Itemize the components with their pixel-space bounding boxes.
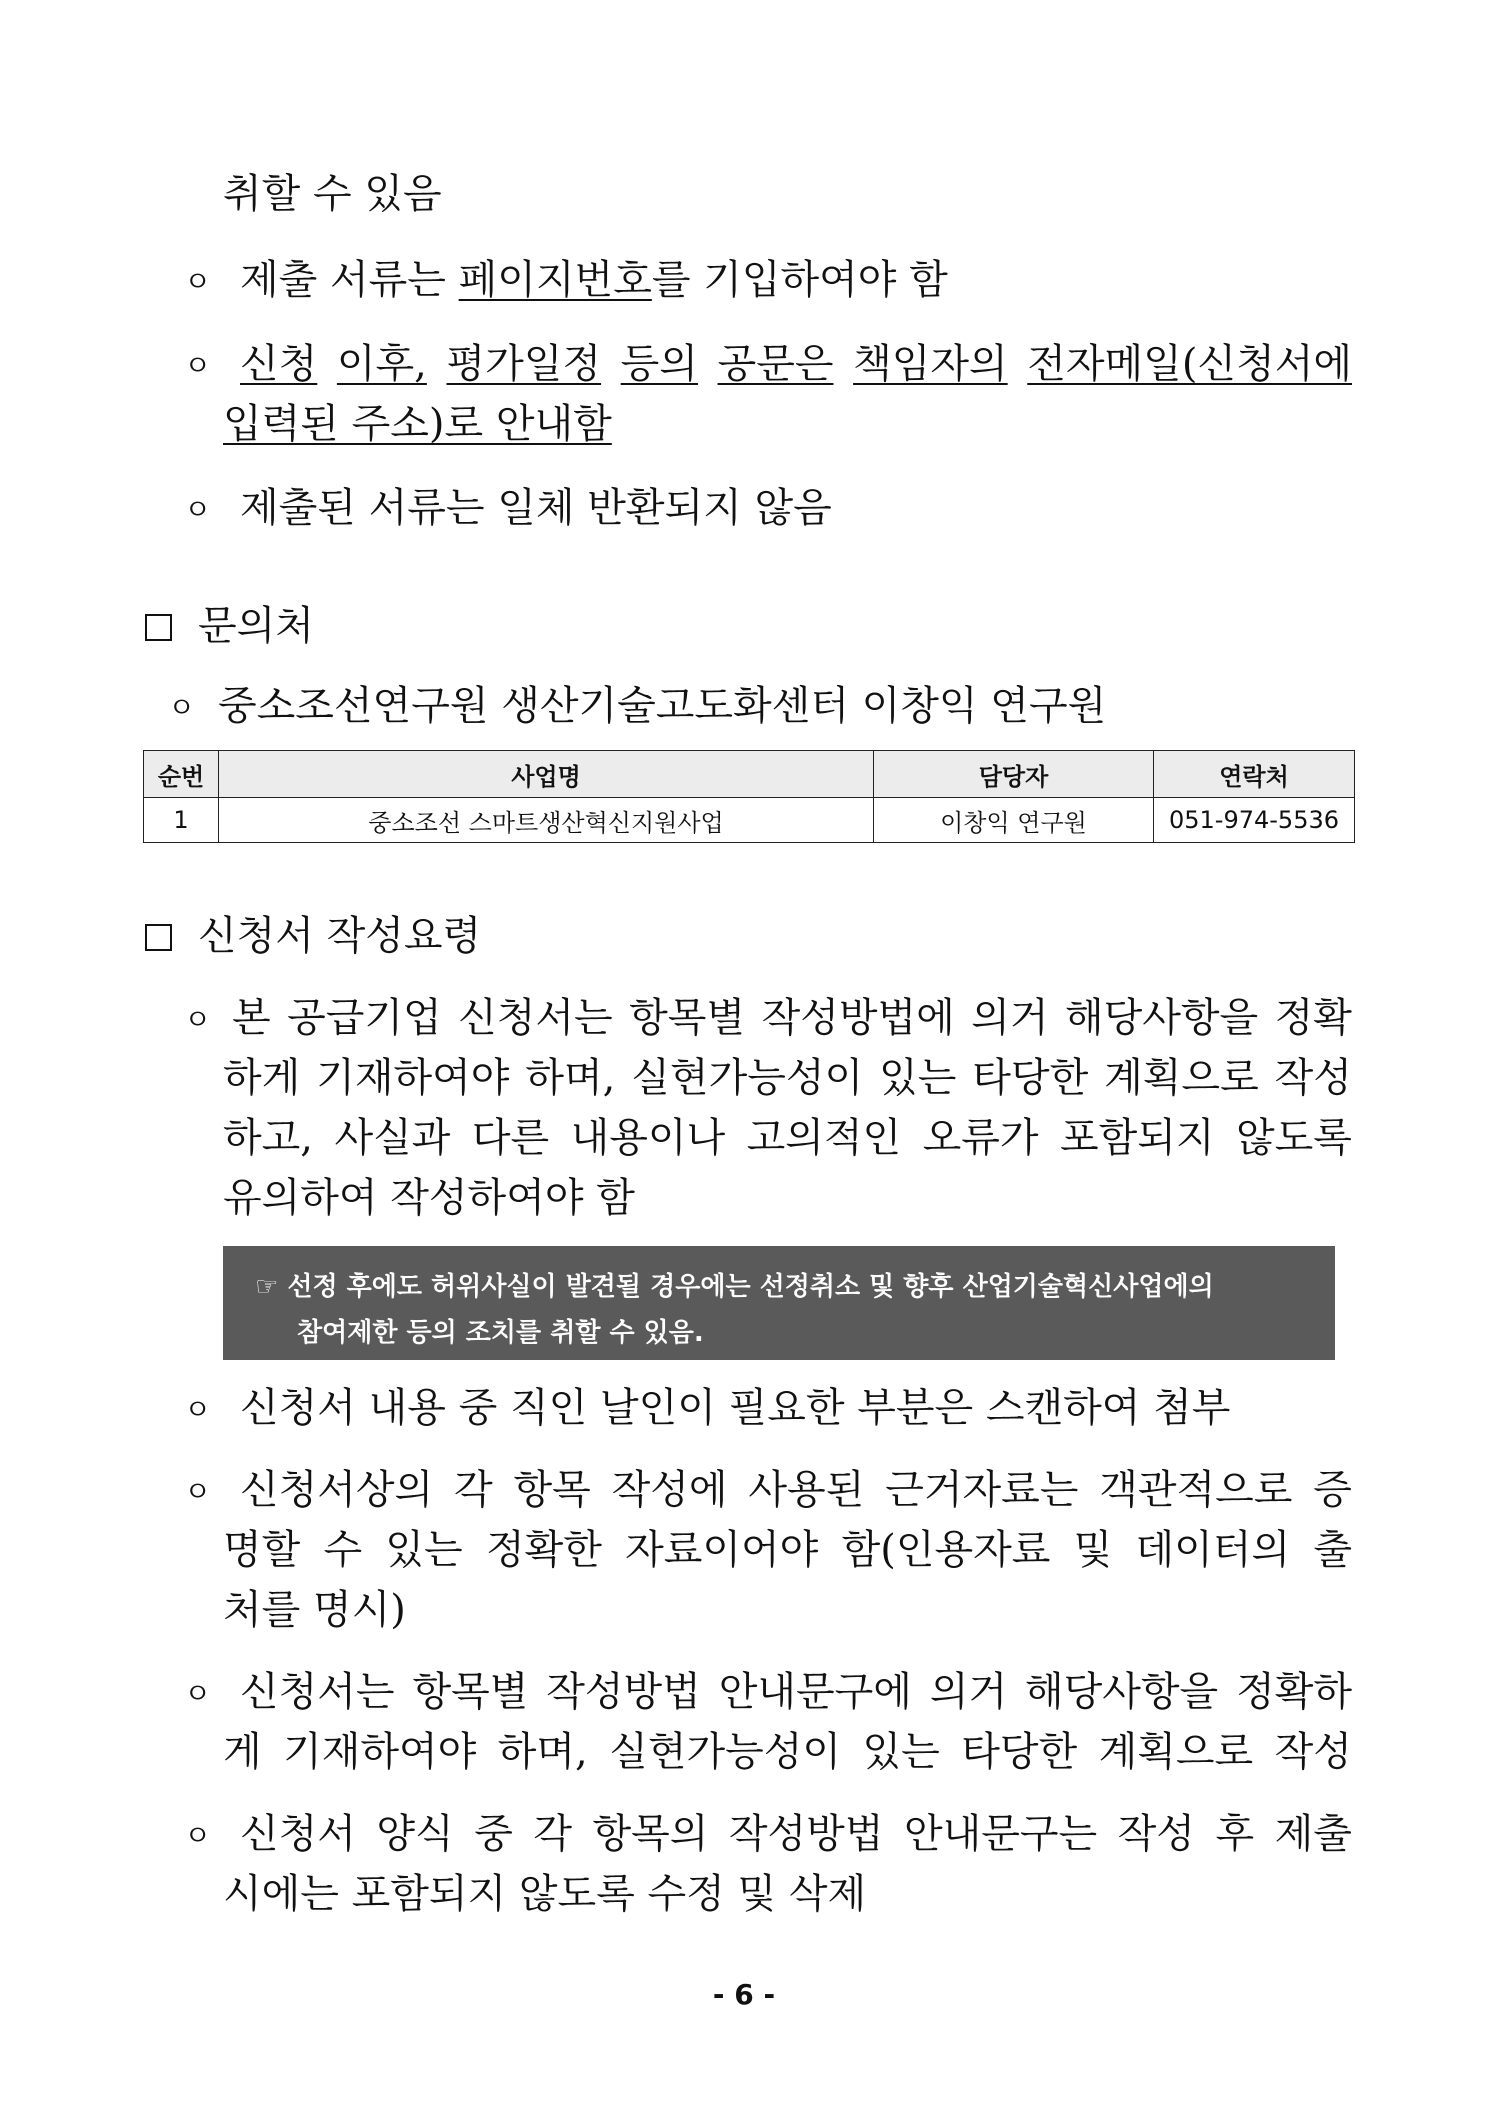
section-title-contact: 문의처 <box>198 603 314 649</box>
bullet-marker: ㅇ <box>184 1475 212 1508</box>
word: 오류가 <box>922 1115 1039 1161</box>
header-contact: 연락처 <box>1154 751 1355 798</box>
header-no: 순번 <box>144 751 219 798</box>
word: 고의적인 <box>746 1115 902 1161</box>
word: 수 <box>323 1527 363 1573</box>
word: 하고, <box>223 1115 313 1161</box>
word: 내용이나 <box>570 1115 726 1161</box>
header-project: 사업명 <box>219 751 874 798</box>
bullet-marker: ㅇ <box>184 1819 212 1852</box>
word: 게 <box>223 1729 262 1775</box>
word: 항목의 <box>592 1811 709 1857</box>
bullet-no-return: 제출된 서류는 일체 반환되지 않음 <box>240 485 832 531</box>
word: 근거자료는 <box>885 1467 1079 1513</box>
word: 포함되지 <box>1059 1115 1215 1161</box>
word: 함(인용자료 <box>841 1527 1051 1573</box>
word: 신청서는 <box>240 1669 395 1715</box>
word: 중 <box>474 1811 513 1857</box>
contact-table <box>143 750 1355 843</box>
bullet-marker: ㅇ <box>184 1677 212 1710</box>
bullet-marker: ㅇ <box>184 493 212 526</box>
word: 양식 <box>376 1811 454 1857</box>
word: 전자메일(신청서에 <box>1027 341 1352 387</box>
word: 데이터의 <box>1135 1527 1291 1573</box>
guide-b3-line3: 처를 명시) <box>223 1587 406 1633</box>
word: 있는 <box>879 1055 957 1101</box>
header-manager: 담당자 <box>874 751 1154 798</box>
word: 정확하 <box>1236 1669 1352 1715</box>
word: 타당한 <box>961 1729 1078 1775</box>
word: 하며, <box>497 1729 588 1775</box>
word: 안내문구는 <box>903 1811 1098 1857</box>
word: 실현가능성이 <box>609 1729 842 1775</box>
word: 자료이어야 <box>625 1527 819 1573</box>
word: 신청 <box>240 341 318 387</box>
word: 항목별 <box>629 995 746 1041</box>
guide-b2: 신청서 내용 중 직인 날인이 필요한 부분은 스캔하여 첨부 <box>240 1385 1231 1431</box>
word: 하며, <box>525 1055 616 1101</box>
word: 신청서는 <box>458 995 613 1041</box>
word: 객관적으로 <box>1099 1467 1293 1513</box>
word: 증 <box>1313 1467 1352 1513</box>
word: 정확 <box>1274 995 1352 1041</box>
guide-b3-line2 <box>223 1527 1352 1573</box>
word: 작성방법 <box>546 1669 701 1715</box>
word: 사실과 <box>334 1115 451 1161</box>
section-checkbox-icon <box>145 924 172 951</box>
word: 출 <box>1313 1527 1352 1573</box>
word: 작성방법에 <box>761 995 955 1041</box>
notice-box <box>223 1246 1335 1360</box>
word: 이후, <box>336 341 427 387</box>
word: 타당한 <box>972 1055 1089 1101</box>
word: 제출 <box>1274 1811 1352 1857</box>
guide-b3-line1 <box>240 1467 1352 1513</box>
table-row: 1 중소조선 스마트생산혁신지원사업 이창익 연구원 051-974-5536 <box>144 798 1355 843</box>
word: 공문은 <box>717 341 834 387</box>
word: 평가일정 <box>446 341 602 387</box>
notice-line1: 선정 후에도 허위사실이 발견될 경우에는 선정취소 및 향후 산업기술혁신사업에의 <box>287 1272 1214 1302</box>
pointing-hand-icon: ☞ <box>255 1272 279 1302</box>
word: 정확한 <box>485 1527 602 1573</box>
word: 작성에 <box>611 1467 728 1513</box>
word: 작성 <box>1274 1055 1352 1101</box>
word: 책임자의 <box>853 341 1008 387</box>
word: 신청서 <box>240 1811 356 1857</box>
word: 작성 <box>1117 1811 1195 1857</box>
bullet-marker: ㅇ <box>184 1393 212 1426</box>
word: 해당사항을 <box>1064 995 1259 1041</box>
bullet-marker: ㅇ <box>184 1003 212 1036</box>
word: 작성방법 <box>728 1811 884 1857</box>
word: 해당사항을 <box>1024 1669 1219 1715</box>
guide-b1-line3 <box>223 1115 1352 1161</box>
word: 후 <box>1215 1811 1255 1857</box>
word: 다른 <box>471 1115 550 1161</box>
continuation-text: 취할 수 있음 <box>223 171 442 217</box>
word: 계획으로 <box>1104 1055 1259 1101</box>
word: 의거 <box>929 1669 1008 1715</box>
page-number: - 6 - <box>712 1978 776 2011</box>
section-checkbox-icon <box>145 614 172 641</box>
guide-b5-line2: 시에는 포함되지 않도록 수정 및 삭제 <box>223 1871 867 1917</box>
word: 본 <box>232 995 271 1041</box>
word: 항목 <box>513 1467 591 1513</box>
word: 등의 <box>620 341 698 387</box>
bullet-marker: ㅇ <box>168 691 196 724</box>
word: 실현가능성이 <box>631 1055 864 1101</box>
word: 기재하여야 <box>316 1055 510 1101</box>
guide-b5-line1 <box>240 1811 1352 1857</box>
section-title-guide: 신청서 작성요령 <box>198 913 482 959</box>
word: 각 <box>533 1811 572 1857</box>
underlined-text: 페이지번호 <box>458 257 652 303</box>
word: 있는 <box>385 1527 463 1573</box>
word: 및 <box>1073 1527 1113 1573</box>
guide-b4-line2 <box>223 1729 1352 1775</box>
word: 있는 <box>862 1729 940 1775</box>
bullet-marker: ㅇ <box>184 349 212 382</box>
contact-person: 중소조선연구원 생산기술고도화센터 이창익 연구원 <box>218 683 1107 729</box>
notice-line2: 참여제한 등의 조치를 취할 수 있음. <box>297 1318 704 1348</box>
word: 항목별 <box>412 1669 529 1715</box>
word: 의거 <box>971 995 1049 1041</box>
word: 않도록 <box>1235 1115 1352 1161</box>
word: 신청서상의 <box>240 1467 434 1513</box>
bullet-marker: ㅇ <box>184 265 212 298</box>
guide-b1-line1 <box>232 995 1352 1041</box>
table-header-row <box>144 751 1355 798</box>
guide-b4-line1 <box>240 1669 1352 1715</box>
word: 작성 <box>1274 1729 1352 1775</box>
word: 공급기업 <box>287 995 442 1041</box>
word: 안내문구에 <box>718 1669 912 1715</box>
word: 각 <box>454 1467 493 1513</box>
bullet-email-notice-line1 <box>240 341 1352 387</box>
word: 사용된 <box>748 1467 865 1513</box>
word: 명할 <box>223 1527 301 1573</box>
word: 하게 <box>223 1055 301 1101</box>
bullet-page-number: 제출 서류는 페이지번호를 기입하여야 함 <box>240 257 948 303</box>
guide-b1-line2 <box>223 1055 1352 1101</box>
guide-b1-line4: 유의하여 작성하여야 함 <box>223 1175 635 1221</box>
bullet-email-notice-line2: 입력된 주소)로 안내함 <box>223 401 612 447</box>
word: 기재하여야 <box>283 1729 477 1775</box>
word: 계획으로 <box>1098 1729 1254 1775</box>
